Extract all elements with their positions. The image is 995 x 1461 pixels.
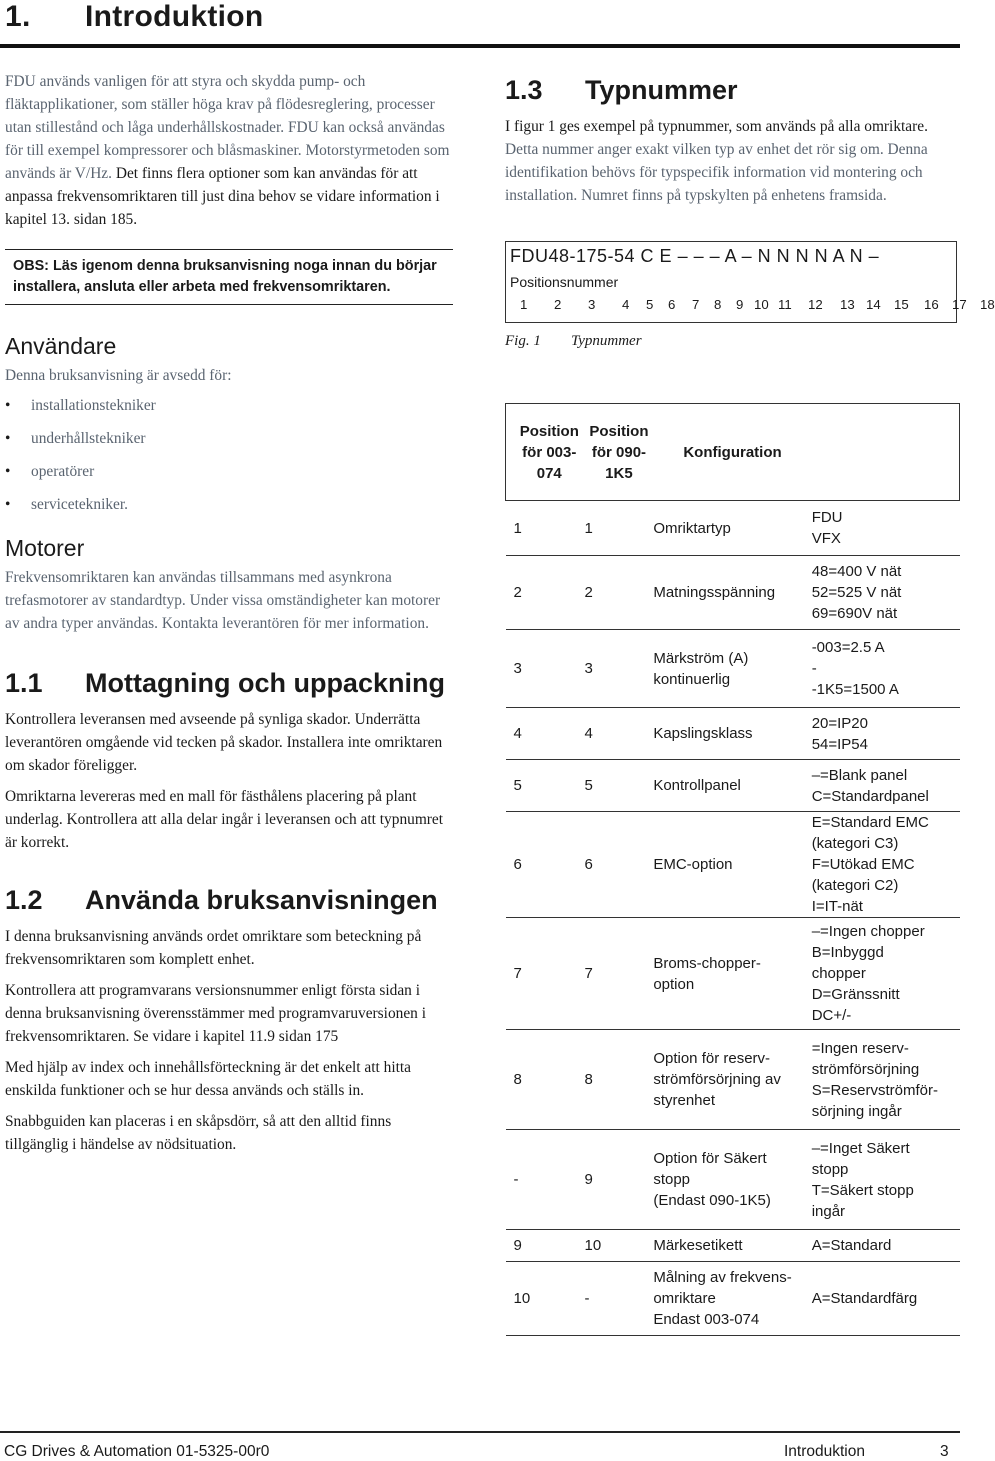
type-code: FDU48-175-54 C E – – – A – N N N N A N – — [510, 246, 880, 266]
obs-note: OBS: Läs igenom denna bruksanvisning noga innan du börjar installera, ansluta eller arbeta med frekvensomriktaren. — [5, 249, 453, 305]
chapter-number: 1. — [5, 0, 31, 33]
table-row — [506, 760, 960, 812]
intro-text-1: FDU används vanligen för att styra och skydda pump- och fläktapplikationer, som ställer höga krav på flödesreglering, processer utan stillestånd och låga underhållskostnader. FDU kan också användas för till exempel kompressorer och blåsmaskiner. Motorstyrmetoden som används är V/Hz. — [5, 73, 450, 182]
table-cell: 4 — [513, 725, 522, 742]
table-header-cell — [812, 404, 960, 501]
table-cell: 5 — [584, 777, 593, 794]
configuration-table — [505, 403, 960, 1336]
left-column — [5, 70, 453, 1164]
table-cell: 7 — [584, 965, 593, 982]
position-numbers — [506, 297, 995, 313]
bullet: • — [5, 496, 11, 513]
position-number: 11 — [778, 297, 792, 312]
position-number: 18 — [980, 297, 995, 312]
position-number: 1 — [520, 297, 528, 312]
bullet: • — [5, 463, 11, 480]
table-cell: 6 — [513, 856, 522, 873]
bullet: • — [5, 397, 11, 414]
position-number: 5 — [646, 297, 654, 312]
list-item-text: operatörer — [31, 463, 95, 480]
section-1-2-paragraph — [5, 979, 453, 1048]
section-title: Typnummer — [585, 75, 738, 105]
figure-label: Fig. 1 — [505, 333, 541, 349]
position-number: 4 — [622, 297, 630, 312]
table-cell: –=Inget Säkert stopp T=Säkert stopp ingår — [811, 1139, 914, 1220]
table-cell: Option för reserv- strömförsörjning av styrenhet — [653, 1050, 781, 1109]
table-cell: E=Standard EMC (kategori C3) F=Utökad EMC (kategori C2) I=IT-nät — [811, 814, 929, 915]
chapter-title-text: Introduktion — [85, 0, 264, 33]
section-title: Använda bruksanvisningen — [85, 885, 438, 915]
chapter-divider — [0, 44, 960, 48]
table-cell: Märkesetikett — [653, 1237, 743, 1254]
table-cell: 1 — [584, 519, 593, 537]
table-cell: 8 — [513, 1071, 522, 1088]
list-item-text: installationstekniker — [31, 397, 156, 414]
table-cell: 3 — [584, 660, 593, 677]
section-1-1-paragraph — [5, 708, 453, 777]
paragraph-text: I figur 1 ges exempel på typnummer, som används på alla omriktare. — [505, 118, 928, 135]
chapter-title — [5, 0, 264, 34]
table-cell: 9 — [584, 1171, 593, 1188]
table-cell: - — [513, 1171, 519, 1188]
table-row — [506, 501, 960, 556]
paragraph-text: Kontrollera leveransen med avseende på synliga skador. Underrätta leverantören omgående vid tecken på skador. Installera inte omriktaren om skador föreligger. — [5, 711, 443, 774]
paragraph-text: Med hjälp av index och innehållsförteckning är det enkelt att hitta enskilda funktioner och se hur dessa används och ställs in. — [5, 1059, 412, 1099]
intro-text-2: Det finns flera optioner som kan användas för att anpassa frekvensomriktaren till just dina behov se vidare information i kapitel 13. sidan 185. — [5, 165, 440, 228]
position-number: 14 — [866, 297, 881, 312]
figure-caption — [505, 333, 957, 350]
table-cell: EMC-option — [653, 856, 733, 873]
table-cell: FDU VFX — [811, 509, 843, 547]
table-row — [506, 1130, 960, 1230]
table-row — [506, 1030, 960, 1130]
position-number: 7 — [692, 297, 700, 312]
section-number: 1.2 — [5, 885, 43, 915]
list-item-text: servicetekniker. — [31, 496, 129, 513]
section-1-3-paragraph — [505, 115, 957, 207]
list-item — [5, 422, 453, 455]
table-cell: –=Ingen chopper B=Inbyggd chopper D=Gränssnitt DC+/- — [811, 923, 925, 1024]
section-number: 1.3 — [505, 75, 543, 105]
table-cell: Option för Säkert stopp (Endast 090-1K5) — [653, 1150, 771, 1209]
figure-caption-text: Typnummer — [571, 333, 642, 349]
position-number: 9 — [736, 297, 744, 312]
section-1-2-paragraph — [5, 1110, 453, 1156]
page-number: 3 — [940, 1443, 949, 1460]
table-header-row — [506, 404, 960, 501]
users-list — [5, 389, 453, 521]
position-number: 15 — [894, 297, 909, 312]
table-cell: -003=2.5 A - -1K5=1500 A — [811, 639, 899, 698]
position-number: 6 — [668, 297, 676, 312]
paragraph-text: Omriktarna levereras med en mall för fästhålens placering på plant underlag. Kontrollera att alla delar ingår i leveransen och att typnumret är korrekt. — [5, 788, 444, 851]
table-row — [506, 1262, 960, 1336]
table-row — [506, 556, 960, 630]
table-cell: 6 — [584, 856, 593, 873]
table-header-cell: Position för 003-074 — [519, 422, 579, 482]
position-number: 10 — [754, 297, 769, 312]
type-number-figure — [505, 241, 995, 323]
right-column — [505, 72, 995, 350]
footer-section: Introduktion — [784, 1443, 865, 1460]
table-cell: A=Standard — [811, 1237, 892, 1254]
motors-heading: Motorer — [5, 535, 85, 561]
table-cell: Märkström (A) kontinuerlig — [653, 649, 749, 688]
position-number: 17 — [952, 297, 967, 312]
table-cell: Målning av frekvens- omriktare Endast 003-074 — [653, 1269, 792, 1328]
section-1-2-paragraph — [5, 1056, 453, 1102]
table-cell: Broms-chopper- option — [653, 954, 761, 993]
table-cell: 5 — [513, 777, 522, 794]
table-row — [506, 708, 960, 760]
table-row — [506, 1230, 960, 1262]
intro-paragraph — [5, 70, 453, 231]
table-cell: 3 — [513, 660, 522, 677]
section-1-3-heading — [505, 72, 957, 109]
position-number: 8 — [714, 297, 722, 312]
table-cell: Kontrollpanel — [653, 777, 741, 794]
table-cell: 1 — [513, 519, 522, 537]
table-row — [506, 812, 960, 918]
position-number: 13 — [840, 297, 855, 312]
table-cell: - — [584, 1290, 590, 1307]
table-cell: 4 — [584, 725, 593, 742]
table-cell: 10 — [584, 1237, 602, 1254]
list-item — [5, 389, 453, 422]
bullet: • — [5, 430, 11, 447]
paragraph-text: Detta nummer anger exakt vilken typ av enhet det rör sig om. Denna identifikation behövs för typspecifik information vid montering och installation. Numret finns på typskylten på enhetens framsida. — [505, 141, 928, 204]
table-row — [506, 918, 960, 1030]
position-number: 3 — [588, 297, 596, 312]
table-cell: 9 — [513, 1237, 522, 1254]
position-label: Positionsnummer — [510, 274, 619, 290]
paragraph-text: I denna bruksanvisning används ordet omriktare som beteckning på frekvensomriktaren som komplett enhet. — [5, 928, 422, 968]
users-heading: Användare — [5, 333, 117, 359]
footer-divider — [0, 1431, 960, 1433]
position-number: 16 — [924, 297, 939, 312]
position-number: 2 — [554, 297, 562, 312]
table-cell: =Ingen reserv- strömförsörjning S=Reservströmför- sörjning ingår — [811, 1039, 938, 1120]
motors-paragraph: Frekvensomriktaren kan användas tillsammans med asynkrona trefasmotorer av standardtyp. Under vissa omständigheter kan motorer av andra typer användas. Kontakta leverantören för mer information. — [5, 569, 441, 632]
table-cell: 20=IP20 54=IP54 — [811, 714, 868, 753]
table-cell: 48=400 V nät 52=525 V nät 69=690V nät — [811, 563, 902, 622]
list-item-text: underhållstekniker — [31, 430, 146, 447]
list-item — [5, 488, 453, 521]
table-cell: 7 — [513, 965, 522, 982]
section-1-1-heading — [5, 665, 453, 702]
table-cell: Matningsspänning — [653, 584, 776, 601]
table-cell: 2 — [513, 584, 522, 601]
footer-publisher: CG Drives & Automation 01-5325-00r0 — [4, 1443, 270, 1460]
table-header-cell: Position för 090-1K5 — [589, 422, 649, 482]
table-header-cell: Konfiguration — [683, 443, 782, 461]
table-cell: 2 — [584, 584, 593, 601]
section-1-2-heading — [5, 882, 453, 919]
position-number: 12 — [808, 297, 823, 312]
table-cell: Kapslingsklass — [653, 725, 753, 742]
paragraph-text: Kontrollera att programvarans versionsnummer enligt första sidan i denna bruksanvisning överensstämmer med programvaruversionen i frekvensomriktaren. Se vidare i kapitel 11.9 sidan 175 — [5, 982, 426, 1045]
table-cell: 8 — [584, 1071, 593, 1088]
section-1-1-paragraph — [5, 785, 453, 854]
paragraph-text: Snabbguiden kan placeras i en skåpsdörr, så att den alltid finns tillgänglig i händelse av nödsituation. — [5, 1113, 392, 1153]
section-1-2-paragraph — [5, 925, 453, 971]
section-number: 1.1 — [5, 668, 43, 698]
section-title: Mottagning och uppackning — [85, 668, 445, 698]
list-item — [5, 455, 453, 488]
table-cell: Omriktartyp — [653, 519, 731, 537]
table-cell: –=Blank panel C=Standardpanel — [811, 766, 929, 805]
table-cell: A=Standardfärg — [811, 1290, 918, 1307]
users-intro: Denna bruksanvisning är avsedd för: — [5, 367, 232, 384]
table-cell: 10 — [513, 1290, 531, 1307]
table-row — [506, 630, 960, 708]
